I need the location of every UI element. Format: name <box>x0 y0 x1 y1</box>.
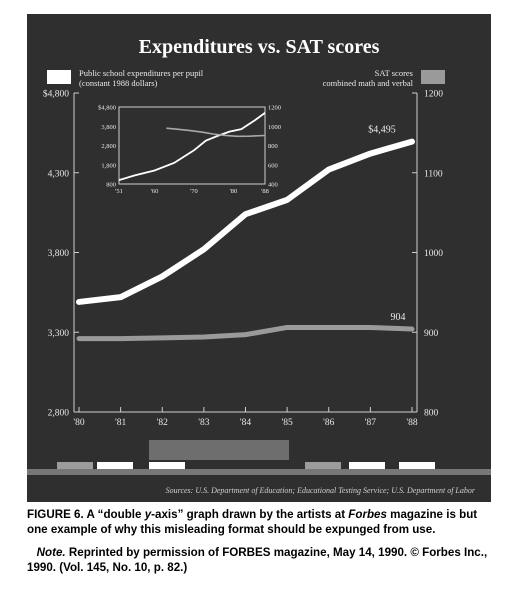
source-note: Sources: U.S. Department of Education; Educational Testing Service; U.S. Department of Labor <box>165 486 475 495</box>
right-tick-label: 1100 <box>424 169 443 180</box>
bottom-strip-pad <box>97 462 133 469</box>
inset-left-tick-label: 2,800 <box>101 143 116 150</box>
legend-text-sat: combined math and verbal <box>322 78 413 88</box>
figure-label: FIGURE 6. <box>27 508 84 521</box>
note-text: Reprinted by permission of FORBES magazine, May 14, 1990. © Forbes Inc., 1990. (Vol. 145, No. 10, p. 82.) <box>27 546 488 574</box>
x-tick-label: '83 <box>198 418 210 428</box>
inset-x-tick-label: '88 <box>261 188 269 195</box>
bottom-strip-pad <box>399 462 435 469</box>
legend-swatch-expenditures <box>47 70 71 84</box>
inset-right-tick-label: 400 <box>268 181 278 189</box>
expenditures-line <box>79 142 412 302</box>
annotation-sat-last: 904 <box>390 312 406 324</box>
figure-text-post: magazine is but one example of why this misleading format should be expunged from use. <box>27 508 478 536</box>
inset-left-tick-label: $4,800 <box>98 104 116 112</box>
x-tick-label: '84 <box>239 418 252 428</box>
x-tick-label: '86 <box>323 418 335 428</box>
legend-text-expenditures: Public school expenditures per pupil <box>79 68 204 78</box>
inset-x-tick-label: '80 <box>229 188 238 195</box>
inset-x-tick-label: '70 <box>190 188 198 195</box>
annotation-expenditures-last: $4,495 <box>368 124 396 136</box>
figure-caption <box>27 507 497 537</box>
inset-right-tick-label: 800 <box>268 143 278 150</box>
chart-panel <box>27 14 491 502</box>
inset-right-tick-label: 1000 <box>268 123 281 131</box>
legend-text-sat: SAT scores <box>374 68 413 78</box>
figure-text-pre: A “double <box>86 508 145 521</box>
x-tick-label: '81 <box>115 418 127 428</box>
chart-title: Expenditures vs. SAT scores <box>138 36 380 58</box>
legend-swatch-sat <box>421 70 445 84</box>
chart-svg <box>27 14 491 502</box>
bottom-strip-bar <box>27 469 491 475</box>
bottom-strip-pad <box>349 462 385 469</box>
bottom-strip-pad <box>149 462 185 469</box>
x-tick-label: '85 <box>281 418 293 428</box>
note-caption <box>27 545 497 575</box>
x-tick-label: '82 <box>156 418 168 428</box>
legend-text-expenditures: (constant 1988 dollars) <box>79 78 158 88</box>
figure-text-forbes: Forbes <box>348 508 387 521</box>
right-tick-label: 1000 <box>424 249 443 259</box>
inset-left-tick-label: 1,800 <box>101 162 116 170</box>
x-tick-label: '88 <box>406 418 418 428</box>
bottom-strip-pad <box>57 462 93 469</box>
figure-text-y: y <box>144 508 152 521</box>
sat-line <box>79 327 412 338</box>
inset-left-tick-label: 3,800 <box>101 123 116 131</box>
right-tick-label: 900 <box>424 328 439 339</box>
right-tick-label: 1200 <box>424 89 443 100</box>
inset-right-tick-label: 600 <box>268 162 278 170</box>
x-tick-label: '87 <box>364 418 376 428</box>
inset-frame <box>119 107 265 184</box>
right-tick-label: 800 <box>424 408 439 419</box>
left-tick-label: 3,300 <box>47 328 69 339</box>
inset-x-tick-label: '60 <box>150 188 159 195</box>
left-tick-label: 4,300 <box>47 169 69 180</box>
inset-sat-line <box>166 128 265 136</box>
inset-x-tick-label: '51 <box>115 188 123 195</box>
bottom-strip-block <box>149 440 289 460</box>
left-tick-label: $4,800 <box>42 89 69 100</box>
inset-expenditures-line <box>119 113 265 180</box>
bottom-strip-pad <box>305 462 341 469</box>
note-label: Note. <box>36 546 66 559</box>
x-tick-label: '80 <box>73 418 85 428</box>
inset-right-tick-label: 1200 <box>268 104 281 112</box>
figure-text-mid: -axis” graph drawn by the artists at <box>151 508 349 521</box>
left-tick-label: 3,800 <box>47 249 69 259</box>
inset-left-tick-label: 800 <box>106 181 116 189</box>
left-tick-label: 2,800 <box>47 408 69 419</box>
